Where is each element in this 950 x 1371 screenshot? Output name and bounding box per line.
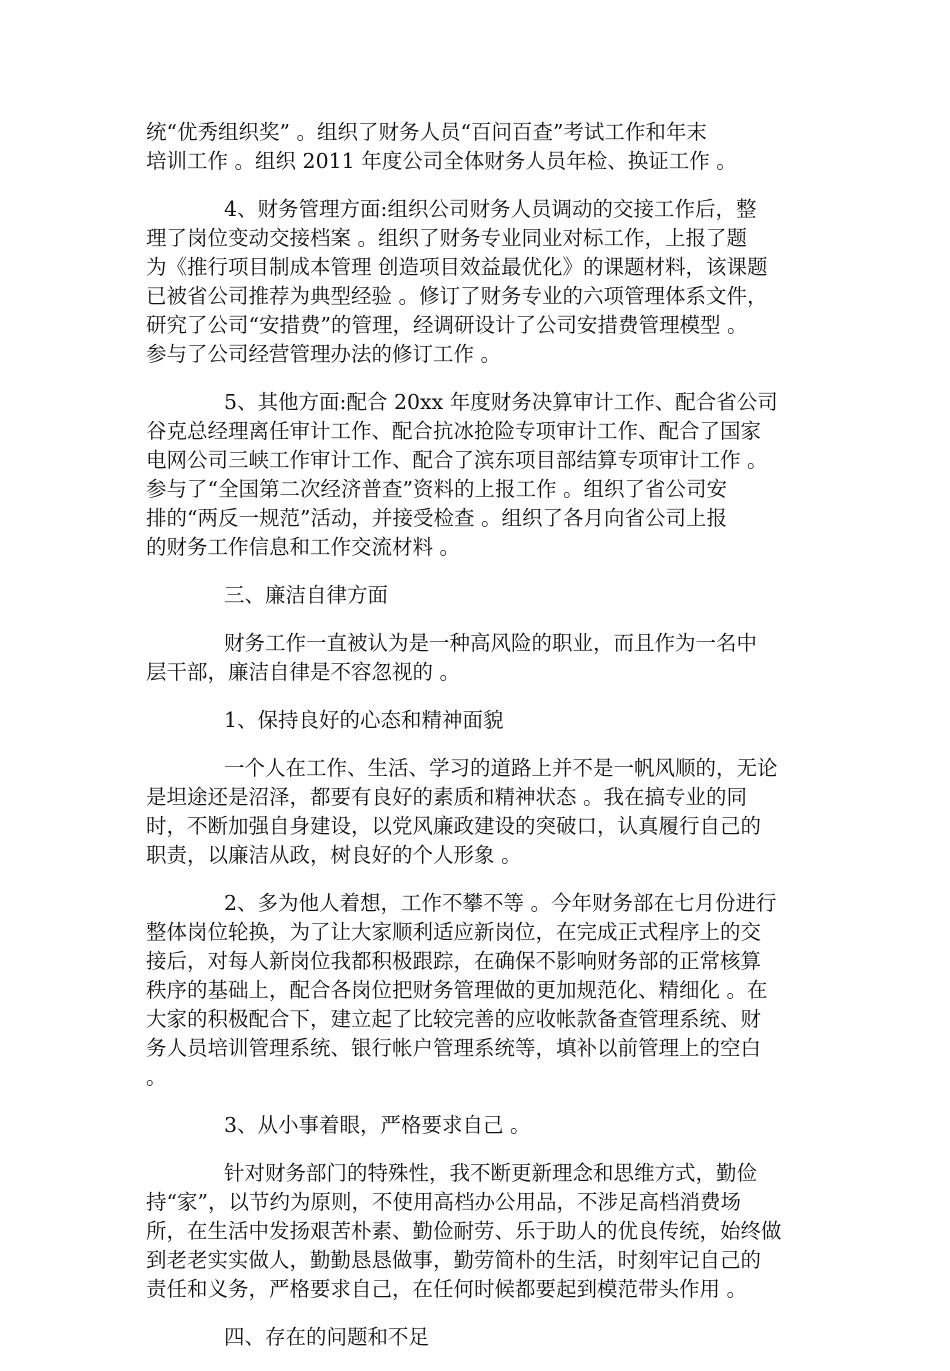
paragraph-integrity-intro <box>146 629 810 687</box>
text-line: 研究了公司“安措费”的管理，经调研设计了公司安措费管理模型 。 <box>146 313 748 337</box>
text-line: 已被省公司推荐为典型经验 。修订了财务专业的六项管理体系文件， <box>146 284 768 308</box>
text-line: 谷克总经理离任审计工作、配合抗冰抢险专项审计工作、配合了国家 <box>146 419 761 443</box>
text-line: 培训工作 。组织 2011 年度公司全体财务人员年检、换证工作 。 <box>146 149 737 173</box>
text-line: 务人员培训管理系统、银行帐户管理系统等，填补以前管理上的空白 <box>146 1036 761 1060</box>
text-line: 持“家”，以节约为原则，不使用高档办公用品，不涉足高档消费场 <box>146 1190 741 1214</box>
text-line: 层干部，廉洁自律是不容忽视的 。 <box>146 660 461 684</box>
text-line: 财务工作一直被认为是一种高风险的职业，而且作为一名中 <box>224 631 757 655</box>
text-line: 时，不断加强自身建设，以党风廉政建设的突破口，认真履行自己的 <box>146 814 761 838</box>
text-line: 统“优秀组织奖” 。组织了财务人员“百问百查”考试工作和年末 <box>146 120 707 144</box>
heading-text: 四、存在的问题和不足 <box>224 1325 429 1349</box>
text-line: 一个人在工作、生活、学习的道路上并不是一帆风顺的，无论 <box>224 756 778 780</box>
text-line: 5、其他方面:配合 20xx 年度财务决算审计工作、配合省公司 <box>224 390 778 414</box>
section-heading-problems <box>146 1323 810 1352</box>
text-line: 是坦途还是沼泽，都要有良好的素质和精神状态 。我在搞专业的同 <box>146 785 748 809</box>
text-line: 秩序的基础上，配合各岗位把财务管理做的更加规范化、精细化 。在 <box>146 978 768 1002</box>
document-body <box>146 118 810 1371</box>
text-line: 责任和义务，严格要求自己，在任何时候都要起到模范带头作用 。 <box>146 1277 748 1301</box>
paragraph-awards-training <box>146 118 810 176</box>
text-line: 到老老实实做人，勤勤恳恳做事，勤劳简朴的生活，时刻牢记自己的 <box>146 1248 761 1272</box>
text-line: 电网公司三峡工作审计工作、配合了滨东项目部结算专项审计工作 。 <box>146 448 768 472</box>
heading-text: 三、廉洁自律方面 <box>224 583 388 607</box>
subheading-small-things <box>146 1111 810 1140</box>
paragraph-frugality <box>146 1159 810 1304</box>
text-line: 2、多为他人着想，工作不攀不等 。今年财务部在七月份进行 <box>224 891 777 915</box>
text-line: 接后，对每人新岗位我都积极跟踪，在确保不影响财务部的正常核算 <box>146 949 761 973</box>
text-line: 理了岗位变动交接档案 。组织了财务专业同业对标工作，上报了题 <box>146 226 748 250</box>
text-line: 排的“两反一规范”活动，并接受检查 。组织了各月向省公司上报 <box>146 506 727 530</box>
text-line: 大家的积极配合下，建立起了比较完善的应收帐款备查管理系统、财 <box>146 1007 761 1031</box>
text-line: 为《推行项目制成本管理 创造项目效益最优化》的课题材料，该课题 <box>146 255 768 279</box>
text-line: 4、财务管理方面:组织公司财务人员调动的交接工作后，整 <box>224 197 757 221</box>
paragraph-consider-others <box>146 889 810 1092</box>
text-line: 职责，以廉洁从政，树良好的个人形象 。 <box>146 843 522 867</box>
text-line: 整体岗位轮换，为了让大家顺利适应新岗位，在完成正式程序上的交 <box>146 920 761 944</box>
text-line: 所，在生活中发扬艰苦朴素、勤俭耐劳、乐于助人的优良传统，始终做 <box>146 1219 782 1243</box>
text-line: 针对财务部门的特殊性，我不断更新理念和思维方式，勤俭 <box>224 1161 757 1185</box>
text-line: 参与了公司经营管理办法的修订工作 。 <box>146 342 502 366</box>
subheading-mindset <box>146 706 810 735</box>
heading-text: 3、从小事着眼，严格要求自己 。 <box>224 1113 531 1137</box>
text-line: 参与了“全国第二次经济普查”资料的上报工作 。组织了省公司安 <box>146 477 727 501</box>
paragraph-financial-management <box>146 195 810 369</box>
heading-text: 1、保持良好的心态和精神面貌 <box>224 708 504 732</box>
paragraph-mindset <box>146 754 810 870</box>
text-line: 。 <box>146 1065 167 1089</box>
section-heading-integrity <box>146 581 810 610</box>
text-line: 的财务工作信息和工作交流材料 。 <box>146 535 461 559</box>
paragraph-other-aspects <box>146 388 810 562</box>
